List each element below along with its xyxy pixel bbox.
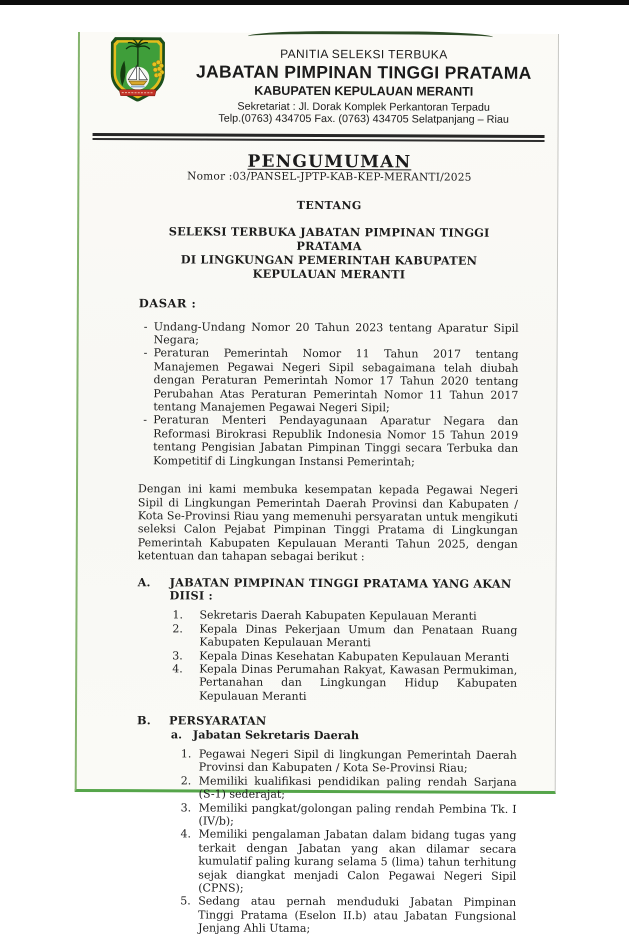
position-item-text: Kepala Dinas Pekerjaan Umum dan Penataan Ruang Kabupaten Kepulauan Meranti: [199, 622, 518, 650]
section-b-label: B.: [136, 713, 151, 728]
document-paper: [75, 32, 559, 936]
letterhead: [80, 32, 558, 127]
legal-basis-list: [138, 320, 519, 469]
position-item-text: Sekretaris Daerah Kabupaten Kepulauan Meranti: [199, 608, 477, 624]
legal-basis-item: [138, 414, 518, 469]
requirement-item-text: Sedang atau pernah menduduki Jabatan Pimpinan Tinggi Pratama (Eselon II.b) atau Jabatan Fungsional Jenjang Ahli Utama;: [198, 894, 517, 936]
position-item-text: Kepala Dinas Perumahan Rakyat, Kawasan Permukiman, Pertanahan dan Lingkungan Hidup Kabupaten Kepulauan Meranti: [199, 662, 518, 703]
legal-basis-item-text: Peraturan Menteri Pendayagunaan Aparatur Negara dan Reformasi Birokrasi Republik Indonesia Nomor 15 Tahun 2019 tentang Pengisian Jabatan Pimpinan Tinggi secara Terbuka dan Kompetitif di Lingkungan Instansi Pemerintah;: [153, 413, 519, 469]
document-title-text: PENGUMUMAN: [247, 151, 412, 173]
office-title: JABATAN PIMPINAN TINGGI PRATAMA: [195, 61, 532, 84]
subject-line-1: SELEKSI TERBUKA JABATAN PIMPINAN TINGGI PRATAMA: [168, 224, 490, 254]
requirement-item-number: 4.: [180, 827, 192, 841]
dash-marker: -: [143, 346, 148, 360]
letterhead-text: [178, 46, 550, 127]
letterhead-divider: [93, 133, 545, 142]
scan-top-black-bar: [0, 0, 629, 5]
requirement-item: [181, 747, 517, 775]
requirement-item-number: 2.: [180, 774, 192, 788]
dash-marker: -: [143, 413, 148, 427]
requirement-item-number: 1.: [180, 747, 192, 761]
subsection-a-title: Jabatan Sekretaris Daerah: [192, 727, 360, 742]
requirement-item-text: Memiliki pangkat/golongan paling rendah Pembina Tk. I (IV/b);: [198, 801, 517, 828]
requirement-item: [180, 895, 516, 937]
requirement-item-text: Memiliki kualifikasi pendidikan paling rendah Sarjana (S-1) sederajat;: [198, 774, 517, 802]
regency-name: KABUPATEN KEPULAUAN MERANTI: [254, 83, 474, 99]
subsection-a-heading: [171, 728, 517, 743]
requirement-item: [181, 774, 517, 802]
requirement-item: [180, 828, 516, 896]
position-item-text: Kepala Dinas Kesehatan Kabupaten Kepulauan Meranti: [199, 649, 510, 664]
subject-line-2: DI LINGKUNGAN PEMERINTAH KABUPATEN KEPULAUAN MERANTI: [180, 252, 478, 282]
requirement-item: [181, 801, 517, 829]
committee-name: PANITIA SELEKSI TERBUKA: [280, 46, 448, 62]
requirement-item-number: 3.: [180, 801, 192, 815]
legal-basis-item: [138, 347, 518, 416]
document-title: [139, 151, 519, 173]
legal-basis-heading: DASAR :: [138, 296, 197, 311]
position-item-number: 4.: [172, 662, 183, 676]
requirements-list: [180, 747, 517, 936]
requirement-item-number: 5.: [180, 894, 191, 908]
section-a-title: JABATAN PIMPINAN TINGGI PRATAMA YANG AKAN DIISI :: [169, 574, 512, 603]
document-number: Nomor :03/PANSEL-JPTP-KAB-KEP-MERANTI/2025: [187, 170, 472, 185]
about-label: TENTANG: [296, 198, 362, 213]
legal-basis-item: [139, 320, 519, 348]
section-b-title: PERSYARATAN: [168, 713, 267, 728]
position-item: [172, 662, 517, 704]
secretariat-address: Sekretariat : Jl. Dorak Komplek Perkantoran Terpadu: [237, 100, 490, 114]
requirement-item-text: Memiliki pengalaman Jabatan dalam bidang tugas yang terkait dengan Jabatan yang akan dilamar secara kumulatif paling kurang selama 5 (lima) tahun terhitung sejak diangkat menjadi Calon Pegawai Negeri Sipil (CPNS);: [198, 827, 517, 895]
document-body: [76, 151, 557, 937]
legal-basis-item-text: Undang-Undang Nomor 20 Tahun 2023 tentang Aparatur Sipil Negara;: [153, 319, 519, 347]
dash-marker: -: [143, 319, 148, 333]
regency-crest-icon: [107, 34, 169, 104]
requirement-item-text: Pegawai Negeri Sipil di lingkungan Pemerintah Daerah Provinsi dan Kabupaten / Kota Se-Provinsi Riau;: [198, 747, 517, 776]
subject-title: [139, 224, 519, 282]
position-item-number: 3.: [172, 648, 183, 662]
positions-list: [172, 609, 517, 704]
subsection-a-label: a.: [170, 726, 183, 742]
legal-basis-item-text: Peraturan Pemerintah Nomor 11 Tahun 2017 tentang Manajemen Pegawai Negeri Sipil sebagaimana telah diubah dengan Peraturan Pemerintah Nomor 17 Tahun 2020 tentang Perubahan Atas Peraturan Pemerintah Nomor 11 Tahun 2017 tentang Manajemen Pegawai Negeri Sipil;: [153, 346, 519, 415]
intro-paragraph: Dengan ini kami membuka kesempatan kepada Pegawai Negeri Sipil di Lingkungan Pemerintah Daerah Provinsi dan Kabupaten / Kota Se-Provinsi Riau yang memenuhi persyaratan untuk mengikuti seleksi Calon Pejabat Pimpinan Tinggi Pratama di Lingkungan Pemerintah Kabupaten Kepulauan Meranti Tahun 2025, dengan ketentuan dan tahapan sebagai berikut :: [137, 482, 519, 564]
position-item-number: 2.: [172, 622, 183, 636]
position-item: [172, 622, 517, 650]
position-item-number: 1.: [172, 608, 183, 622]
phone-fax-line: Telp.(0763) 434705 Fax. (0763) 434705 Selatpanjang – Riau: [218, 112, 509, 127]
section-a-label: A.: [137, 574, 151, 589]
section-a-heading: [138, 576, 518, 604]
